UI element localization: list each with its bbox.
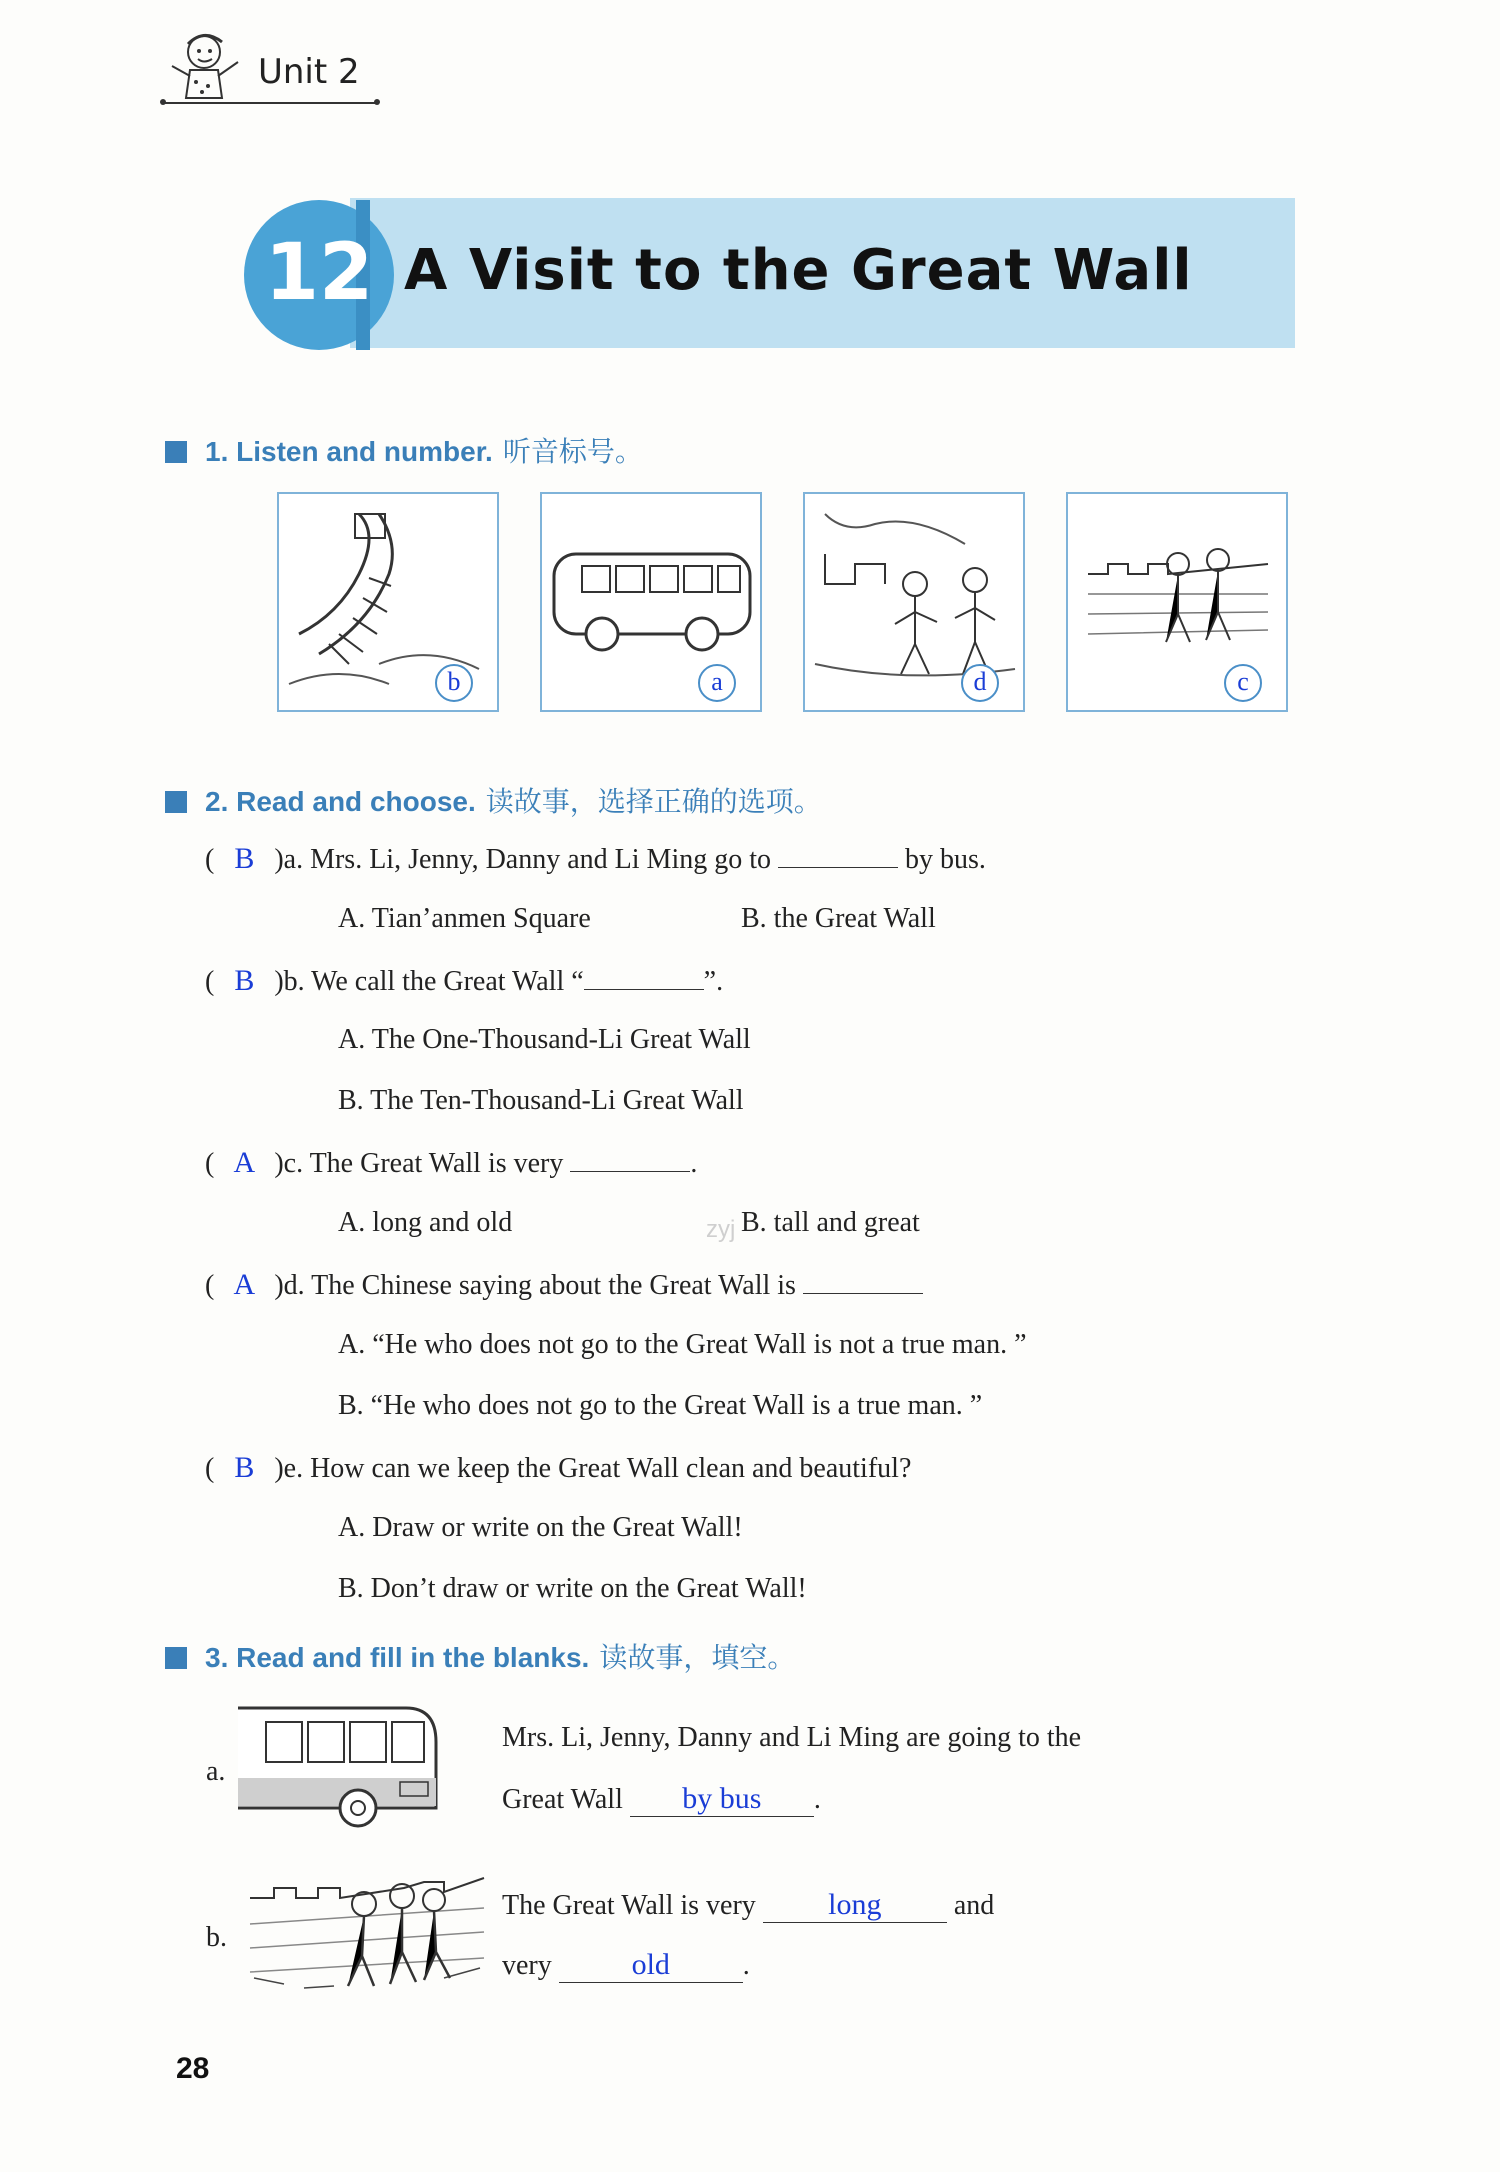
page-number: 28 [176, 2052, 210, 2085]
section2-heading: 2. Read and choose. 读故事，选择正确的选项。 [165, 780, 822, 820]
mascot-icon [160, 24, 252, 104]
section1-heading: 1. Listen and number. 听音标号。 [165, 430, 643, 470]
walking-on-wall-picture-icon [244, 1868, 490, 1998]
lesson-number: 12 [264, 228, 374, 318]
answer-circle: a [698, 664, 736, 702]
unit-label: Unit 2 [258, 52, 360, 92]
option-b: B. tall and great [741, 1207, 920, 1238]
section-marker-icon [165, 791, 187, 813]
item-a-line2: Great Wall by bus . [502, 1782, 821, 1815]
answer-circle: d [961, 664, 999, 702]
item-a-label: a. [206, 1756, 226, 1787]
answer-choice: A [233, 1268, 256, 1301]
answer-choice: B [234, 842, 255, 875]
picture-box-great-wall [277, 492, 499, 712]
item-b-label: b. [206, 1922, 227, 1953]
option-a: A. The One-Thousand-Li Great Wall [338, 1024, 751, 1055]
answer-blank [778, 845, 898, 868]
answer-choice: B [234, 964, 255, 997]
question-d: ( A )d. The Chinese saying about the Great Wall is [205, 1268, 923, 1302]
answer-circle: c [1224, 664, 1262, 702]
answer-blank [570, 1149, 690, 1172]
answer-blank [584, 967, 704, 990]
header-divider [162, 102, 378, 104]
item-b-line2: very old . [502, 1948, 750, 1981]
answer-choice: B [234, 1451, 255, 1484]
option-b: B. Don’t draw or write on the Great Wall! [338, 1573, 807, 1604]
picture-box-walking-on-wall [1066, 492, 1288, 712]
fill-blank: by bus [630, 1782, 814, 1817]
lesson-title: A Visit to the Great Wall [404, 238, 1193, 303]
option-a: A. Tian’anmen Square [338, 903, 591, 934]
option-b: B. the Great Wall [741, 903, 936, 934]
bus-picture-icon [236, 1698, 442, 1832]
option-b: B. “He who does not go to the Great Wall is a true man. ” [338, 1390, 983, 1421]
section-marker-icon [165, 1647, 187, 1669]
answer-blank [803, 1271, 923, 1294]
section-marker-icon [165, 441, 187, 463]
answer-circle: b [435, 664, 473, 702]
option-a: A. “He who does not go to the Great Wall is not a true man. ” [338, 1329, 1027, 1360]
item-b-line1: The Great Wall is very long and [502, 1888, 995, 1921]
question-b: ( B )b. We call the Great Wall “ ”. [205, 964, 724, 997]
option-a: A. long and old [338, 1207, 513, 1238]
section3-heading: 3. Read and fill in the blanks. 读故事，填空。 [165, 1636, 795, 1676]
question-e: ( B )e. How can we keep the Great Wall clean and beautiful? [205, 1451, 912, 1484]
picture-box-children-at-wall [803, 492, 1025, 712]
divider-dot [160, 99, 166, 105]
picture-box-bus [540, 492, 762, 712]
answer-choice: A [233, 1146, 256, 1179]
option-b: B. The Ten-Thousand-Li Great Wall [338, 1085, 744, 1116]
divider-dot [374, 99, 380, 105]
watermark: zyj [706, 1216, 736, 1243]
fill-blank: long [763, 1888, 947, 1923]
option-a: A. Draw or write on the Great Wall! [338, 1512, 743, 1543]
fill-blank: old [559, 1948, 743, 1983]
question-a: ( B )a. Mrs. Li, Jenny, Danny and Li Ming go to by bus. [205, 842, 986, 875]
item-a-line1: Mrs. Li, Jenny, Danny and Li Ming are going to the [502, 1722, 1082, 1753]
question-c: ( A )c. The Great Wall is very . [205, 1146, 698, 1179]
